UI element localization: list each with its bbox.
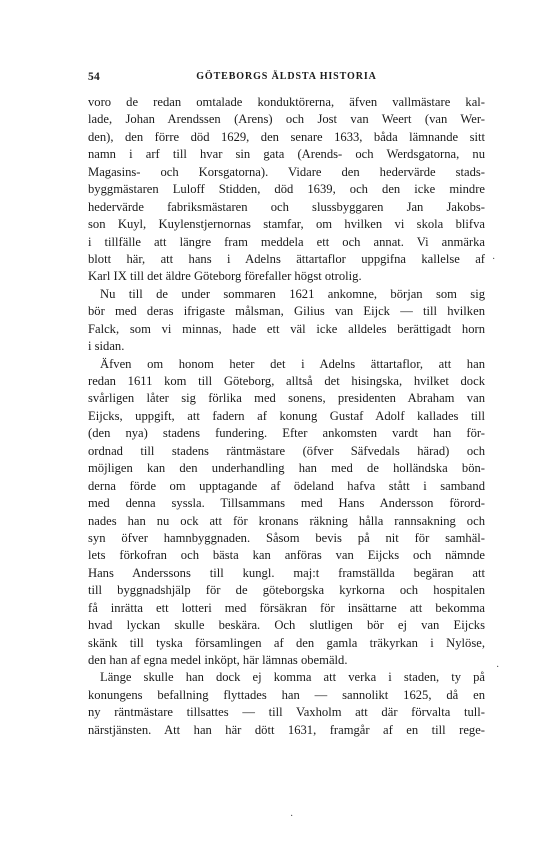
- text-line: byggmästaren Luloff Stidden, död 1639, och den icke mindre: [88, 182, 485, 197]
- text-line: lade, Johan Arendssen (Arens) och Jost van Weert (van Wer-: [88, 112, 485, 127]
- text-line: son Kuyl, Kuylenstjernornas stamfar, om hvilken vi skola blifva: [88, 217, 485, 232]
- text-line: ny räntmästare tillsattes — till Vaxholm att där förvalta tull-: [88, 705, 485, 720]
- ink-speck: ·: [290, 811, 294, 822]
- text-line: Hans Anderssons till kungl. maj:t framställda begäran att: [88, 565, 485, 580]
- text-line: lets förkofran och bästa kan anföras van Eijcks och nämnde: [88, 548, 485, 563]
- ink-speck: ·: [492, 254, 496, 265]
- text-line: Länge skulle han dock ej komma att verka i staden, ty på: [100, 670, 485, 685]
- text-line: möjligen kan den underhandling han med de holländska bön-: [88, 461, 485, 476]
- text-line: bör med deras ifrigaste målsman, Gilius van Eijck — till hvilken: [88, 304, 485, 319]
- text-line: skänk till tyska församlingen af den gamla träkyrkan i Nylöse,: [88, 635, 485, 650]
- text-line: (den nya) stadens fundering. Efter ankomsten vardt han för-: [88, 426, 485, 441]
- text-line: den han af egna medel inköpt, här lämnas obemäld.: [88, 653, 348, 667]
- text-line: Äfven om honom heter det i Adelns ättartaflor, att han: [100, 356, 485, 371]
- text-line: hvad lyckan skulle beskära. Och slutligen bör ej van Eijcks: [88, 618, 485, 633]
- text-line: Nu till de under sommaren 1621 ankomne, början som sig: [100, 286, 485, 301]
- body-text: [88, 94, 485, 739]
- text-line: redan 1611 kom till Göteborg, alltså det hisingska, hvilket dock: [88, 374, 485, 388]
- text-line: voro de redan omtalade konduktörerna, äfven vallmästare kal-: [88, 95, 485, 109]
- text-line: i tillfälle att längre fram meddela ett och annat. Vi anmärka: [88, 234, 485, 249]
- text-line: nades han nu ock att för kronans räkning hålla rannsakning och: [88, 513, 485, 528]
- text-line: derna förde om upptagande af ödeland hafva stått i samband: [88, 478, 485, 493]
- text-line: med denna syssla. Tillsammans med Hans Andersson förord-: [88, 496, 485, 511]
- running-title: GÖTEBORGS ÄLDSTA HISTORIA: [196, 71, 377, 82]
- text-line: Karl IX till det äldre Göteborg förefaller högst otrolig.: [88, 269, 362, 284]
- text-line: till byggnadshjälp för de göteborgska kyrkorna och hospitalen: [88, 583, 485, 598]
- text-line: blott här, att hans i Adelns ättartaflor uppgifna kallelse af: [88, 251, 485, 266]
- text-line: hedervärde fabriksmästaren och slussbyggaren Jan Jakobs-: [88, 199, 485, 214]
- text-line: den), den förre död 1629, den senare 1633, båda lämnande sitt: [88, 129, 485, 144]
- text-line: få inrätta ett lotteri med försäkran för insättarne att bekomma: [88, 600, 485, 615]
- text-line: Falck, som vi minnas, hade ett väl icke alldeles berättigadt horn: [88, 321, 485, 336]
- page-number: 54: [88, 71, 101, 83]
- text-line: Eijcks, uppgift, att fadern af konung Gustaf Adolf kallades till: [88, 408, 485, 423]
- text-line: Magasins- och Korsgatorna). Vidare den hedervärde stads-: [88, 164, 485, 179]
- text-line: namn i arf till hvar sin gata (Arends- och Werdsgatorna, nu: [88, 147, 485, 162]
- text-line: konungens befallning flyttades han — sannolikt 1625, då en: [88, 687, 485, 702]
- text-line: ordnad till stadens räntmästare (öfver Säfvedals härad) och: [88, 443, 485, 458]
- text-line: syn öfver hamnbyggnaden. Såsom bevis på nit för samhäl-: [88, 530, 485, 545]
- text-line: i sidan.: [88, 339, 125, 354]
- running-head: [88, 71, 485, 87]
- text-line: svårligen låter sig förlika med sonens, presidenten Abraham van: [88, 391, 485, 406]
- text-line: närstjänsten. Att han här dött 1631, framgår af en till rege-: [88, 722, 485, 737]
- ink-speck: ·: [496, 662, 500, 673]
